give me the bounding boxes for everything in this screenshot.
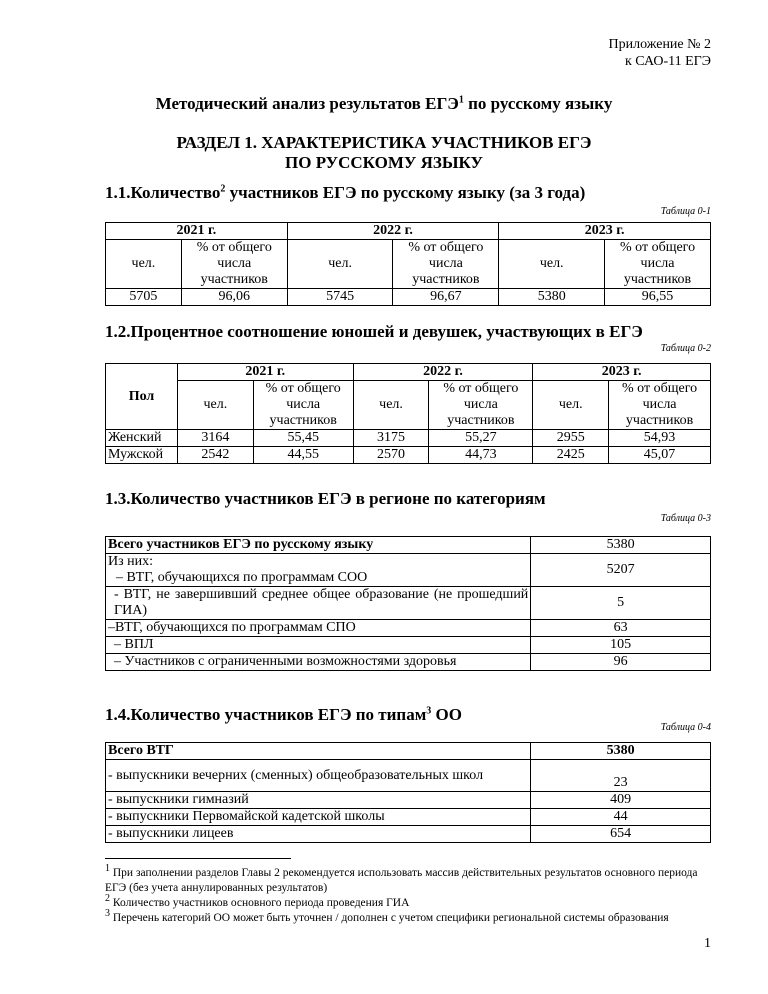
footnote-ref-3: 3	[426, 705, 432, 717]
footnote-ref-2: 2	[220, 183, 226, 195]
subsection-1-1-title-a: 1.1.Количество	[105, 183, 221, 202]
category-vpl-label: – ВПЛ	[106, 637, 531, 654]
table-row	[106, 760, 711, 792]
table-cell: 44,73	[429, 447, 533, 464]
document-title-suffix: по русскому языку	[463, 94, 613, 113]
table-cell: 55,27	[429, 430, 533, 447]
table-cell: 3164	[177, 430, 253, 447]
col-count-header: чел.	[533, 381, 609, 430]
row-label: - выпускники Первомайской кадетской школы	[106, 809, 531, 826]
footnote-mark: 3	[105, 908, 110, 920]
table-cell: 96,67	[393, 289, 499, 306]
year-header: 2021 г.	[177, 364, 353, 381]
col-pct-header: % от общего числа участников	[605, 240, 711, 289]
row-label: Женский	[106, 430, 178, 447]
table-cell: 5705	[106, 289, 182, 306]
year-header: 2023 г.	[533, 364, 711, 381]
appendix-line-1: Приложение № 2	[608, 37, 711, 52]
total-label: Всего ВТГ	[106, 743, 531, 760]
table-row	[106, 826, 711, 843]
footnote-mark: 2	[105, 893, 110, 905]
document-title-text: Методический анализ результатов ЕГЭ	[155, 94, 459, 113]
of-them-label: Из них:	[108, 554, 154, 569]
table-cell: 5745	[287, 289, 393, 306]
page-number: 1	[704, 936, 711, 951]
table-cell: 654	[531, 826, 711, 843]
table-cell: 2542	[177, 447, 253, 464]
col-count-header: чел.	[177, 381, 253, 430]
footnote-text: Перечень категорий ОО может быть уточнен / дополнен с учетом специфики региональной системы образования	[110, 912, 669, 924]
table-cell: 2425	[533, 447, 609, 464]
table-row	[106, 809, 711, 826]
footnote-text: При заполнении разделов Главы 2 рекомендуется использовать массив действительных результатов основного периода ЕГЭ (без учета аннулированных результатов)	[105, 867, 698, 894]
col-pct-header: % от общего числа участников	[181, 240, 287, 289]
col-count-header: чел.	[353, 381, 429, 430]
table-cell: 5	[531, 587, 711, 620]
total-value: 5380	[531, 537, 711, 554]
row-label: - выпускники гимназий	[106, 792, 531, 809]
category-soo-label: – ВТГ, обучающихся по программам СОО	[116, 570, 368, 585]
school-types-table	[105, 742, 711, 843]
table-cell: 5380	[499, 289, 605, 306]
category-no-gia-label: - ВТГ, не завершивший среднее общее образование (не прошедший ГИА)	[106, 587, 531, 620]
col-pct-header: % от общего числа участников	[429, 381, 533, 430]
table-cell: 5207	[531, 554, 711, 587]
table-cell: 2570	[353, 447, 429, 464]
table-cell: 23	[531, 760, 711, 792]
table-number-0-4: Таблица 0-4	[660, 722, 711, 733]
table-cell: 2955	[533, 430, 609, 447]
col-pct-header: % от общего числа участников	[393, 240, 499, 289]
table-cell: 96,55	[605, 289, 711, 306]
row-label: Мужской	[106, 447, 178, 464]
year-header: 2022 г.	[353, 364, 533, 381]
subsection-1-4-title-a: 1.4.Количество участников ЕГЭ по типам	[105, 705, 427, 724]
subsection-1-1-title-b: участников ЕГЭ по русскому языку (за 3 года)	[225, 183, 586, 202]
categories-table	[105, 536, 711, 671]
footnote-text: Количество участников основного периода проведения ГИА	[110, 897, 410, 909]
subsection-1-1-title	[105, 183, 585, 203]
table-cell: 44	[531, 809, 711, 826]
footnote-mark: 1	[105, 863, 110, 875]
section-title-line-1: РАЗДЕЛ 1. ХАРАКТЕРИСТИКА УЧАСТНИКОВ ЕГЭ	[176, 133, 592, 152]
row-label: - выпускники лицеев	[106, 826, 531, 843]
table-cell: 105	[531, 637, 711, 654]
table-cell: 44,55	[253, 447, 353, 464]
table-cell: 96,06	[181, 289, 287, 306]
footnote-2	[105, 893, 711, 911]
table-row	[106, 447, 711, 464]
table-cell: 45,07	[609, 447, 711, 464]
document-title	[0, 94, 768, 114]
table-cell: 409	[531, 792, 711, 809]
row-label	[106, 554, 531, 587]
footnote-3	[105, 908, 711, 926]
table-number-0-1: Таблица 0-1	[660, 206, 711, 217]
row-label: - выпускники вечерних (сменных) общеобразовательных школ	[106, 760, 531, 792]
subsection-1-3-title: 1.3.Количество участников ЕГЭ в регионе по категориям	[105, 489, 546, 508]
section-title-line-2: ПО РУССКОМУ ЯЗЫКУ	[285, 153, 483, 172]
footnote-ref-1: 1	[458, 94, 464, 106]
year-header: 2023 г.	[499, 223, 711, 240]
table-cell: 96	[531, 654, 711, 671]
section-title	[0, 133, 768, 173]
subsection-1-4-title-b: ОО	[431, 705, 462, 724]
total-value: 5380	[531, 743, 711, 760]
table-number-0-3: Таблица 0-3	[660, 513, 711, 524]
col-count-header: чел.	[499, 240, 605, 289]
sex-header: Пол	[106, 364, 178, 430]
gender-table	[105, 363, 711, 464]
category-spo-label: –ВТГ, обучающихся по программам СПО	[106, 620, 531, 637]
category-ovz-label: – Участников с ограниченными возможностями здоровья	[106, 654, 531, 671]
table-cell: 54,93	[609, 430, 711, 447]
subsection-1-4-title	[105, 705, 462, 725]
table-row	[106, 430, 711, 447]
total-label: Всего участников ЕГЭ по русскому языку	[106, 537, 531, 554]
footnote-separator	[105, 858, 291, 859]
appendix-line-2: к САО-11 ЕГЭ	[625, 54, 711, 69]
table-number-0-2: Таблица 0-2	[660, 343, 711, 354]
table-cell: 63	[531, 620, 711, 637]
year-header: 2022 г.	[287, 223, 499, 240]
table-cell: 3175	[353, 430, 429, 447]
col-count-header: чел.	[106, 240, 182, 289]
footnote-1	[105, 863, 711, 896]
col-count-header: чел.	[287, 240, 393, 289]
col-pct-header: % от общего числа участников	[253, 381, 353, 430]
col-pct-header: % от общего числа участников	[609, 381, 711, 430]
participants-3-years-table	[105, 222, 711, 306]
appendix-header	[609, 36, 712, 70]
table-row	[106, 792, 711, 809]
subsection-1-2-title: 1.2.Процентное соотношение юношей и девушек, участвующих в ЕГЭ	[105, 322, 643, 341]
table-cell: 55,45	[253, 430, 353, 447]
year-header: 2021 г.	[106, 223, 288, 240]
